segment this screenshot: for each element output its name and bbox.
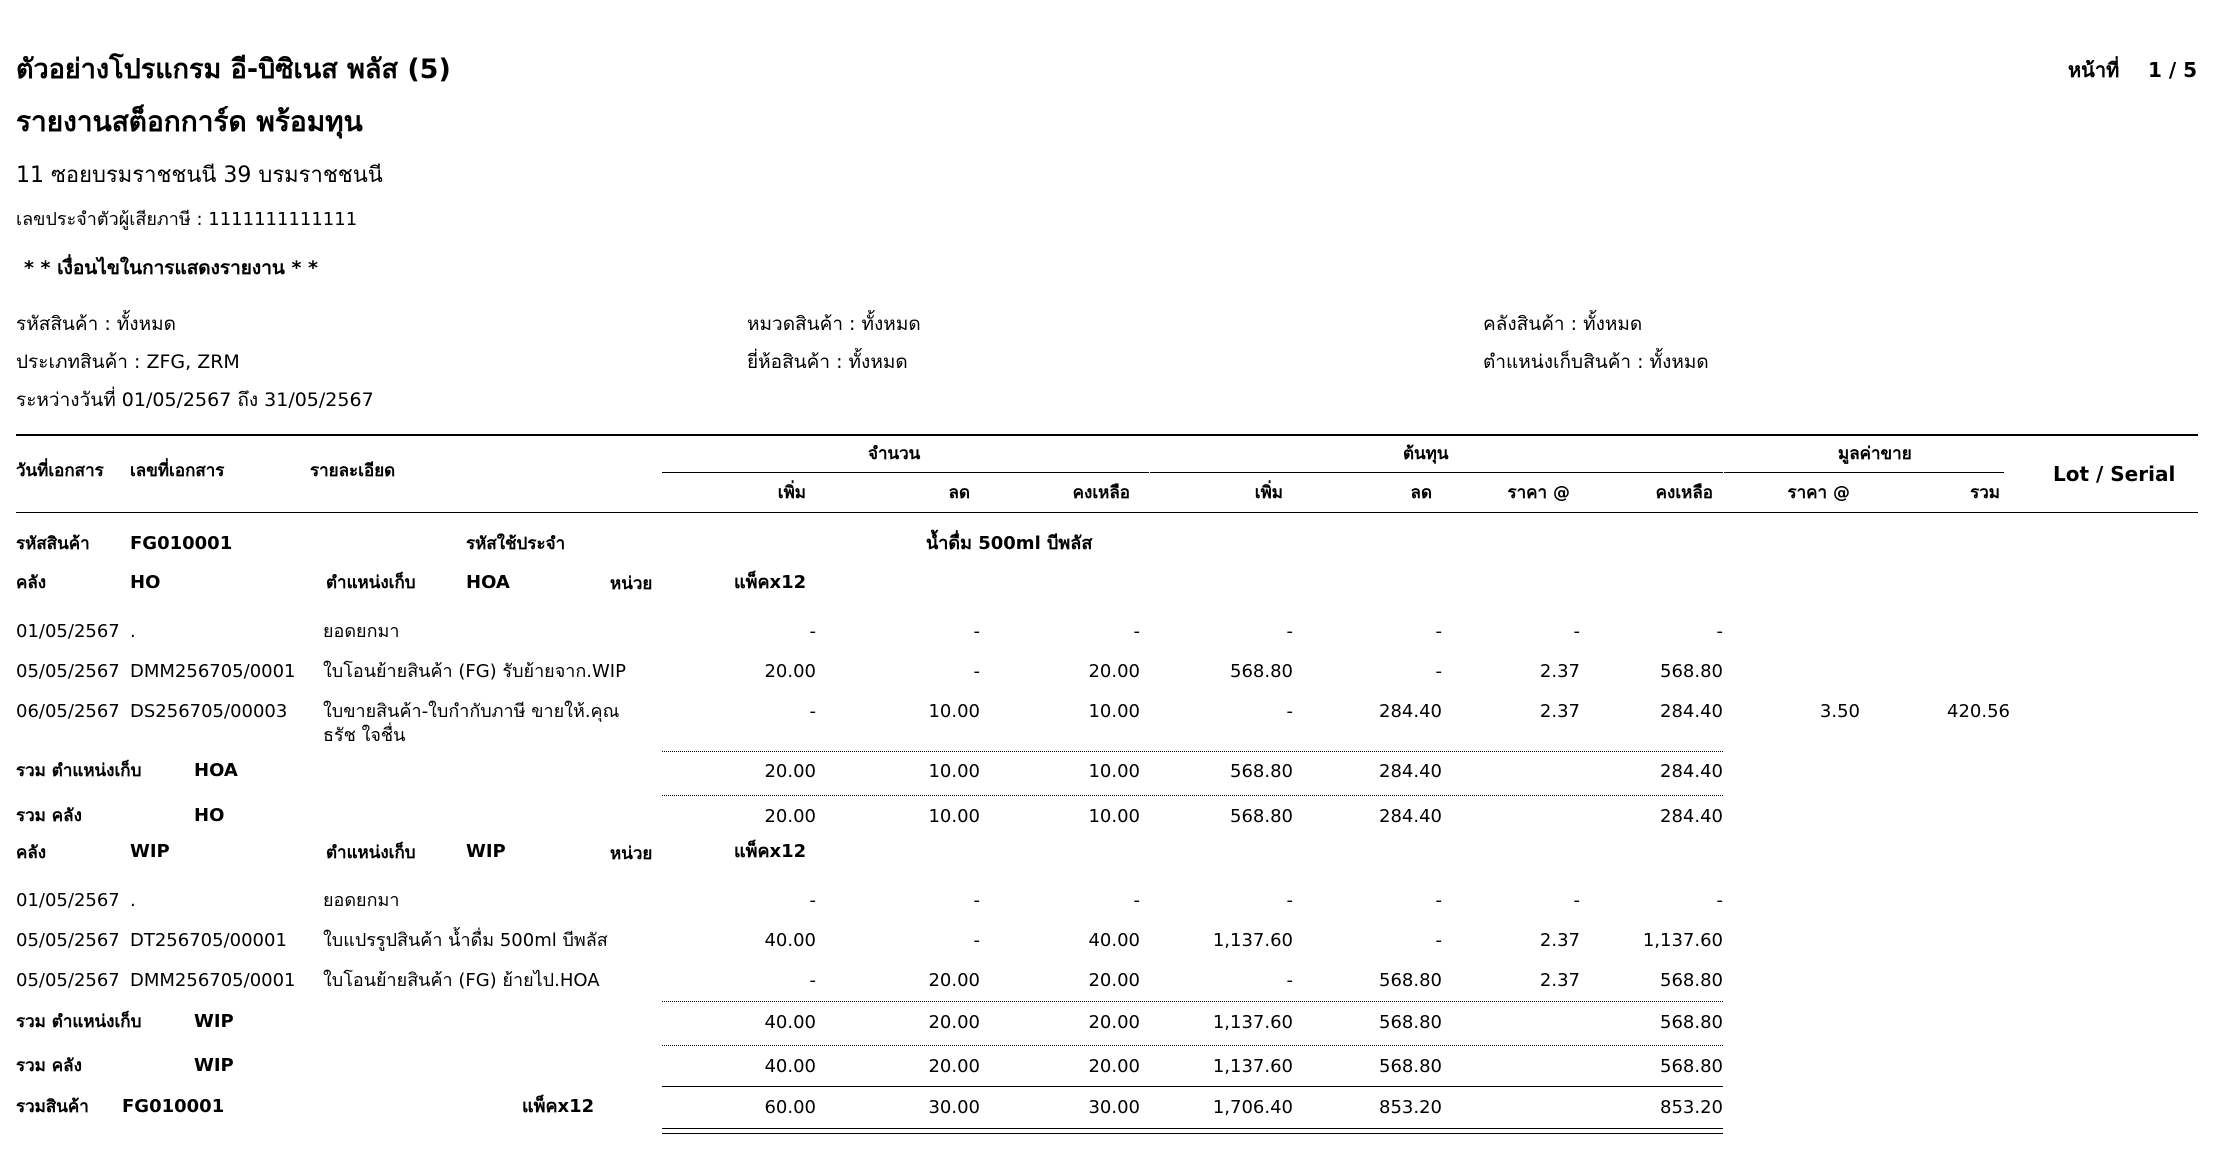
row-cost-price: 2.37 [1539,970,1580,991]
row-doc-no: . [130,890,136,911]
group-loc-code: HOA [466,572,510,593]
loc-total-code: WIP [194,1011,234,1032]
group-unit: แพ็คx12 [734,572,807,593]
row-detail: ใบแปรรูปสินค้า น้ำดื่ม 500ml บีพลัส [323,930,608,951]
company-name: ตัวอย่างโปรแกรม อี-บิซิเนส พลัส (5) [16,54,451,85]
row-cost-in: - [1286,970,1293,991]
loc-total-cost-out: 568.80 [1379,1012,1442,1033]
subtotal-rule [662,751,1723,752]
header-bottom-rule [16,512,2198,513]
company-address: 11 ซอยบรมราชชนนี 39 บรมราชชนนี [16,163,383,188]
row-cost-bal: 568.80 [1660,661,1723,682]
product-total-label: รวมสินค้า [16,1097,89,1117]
group-unit-label: หน่วย [610,574,653,594]
product-total-cost-out: 853.20 [1379,1097,1442,1118]
row-qty-out: - [973,661,980,682]
col-detail: รายละเอียด [310,461,396,481]
group-wh-code: WIP [130,841,170,862]
col-sale-total: รวม [1970,483,2000,503]
loc-total-qty-bal: 20.00 [1088,1012,1140,1033]
row-date: 01/05/2567 [16,890,120,911]
loc-total-label: รวม ตำแหน่งเก็บ [16,761,142,781]
row-qty-bal: 20.00 [1088,970,1140,991]
wh-total-cost-out: 568.80 [1379,1056,1442,1077]
col-cost-out: ลด [1410,483,1432,503]
row-qty-out: - [973,890,980,911]
row-date: 01/05/2567 [16,621,120,642]
row-qty-bal: 40.00 [1088,930,1140,951]
product-total-qty-bal: 30.00 [1088,1097,1140,1118]
group-loc-code: WIP [466,841,506,862]
row-sale-price: 3.50 [1819,701,1860,722]
row-detail-cont: ธรัช ใจชื่น [323,725,406,746]
wh-total-qty-out: 20.00 [928,1056,980,1077]
col-sale-price: ราคา @ [1787,483,1850,503]
wh-total-code: WIP [194,1055,234,1076]
row-cost-bal: 284.40 [1660,701,1723,722]
col-qty-out: ลด [948,483,970,503]
wh-total-cost-bal: 568.80 [1660,1056,1723,1077]
wh-total-cost-in: 1,137.60 [1212,1056,1293,1077]
loc-total-qty-in: 20.00 [764,761,816,782]
row-cost-in: 568.80 [1230,661,1293,682]
row-cost-bal: - [1716,621,1723,642]
row-detail: ใบโอนย้ายสินค้า (FG) รับย้ายจาก.WIP [323,661,626,682]
row-qty-in: - [809,970,816,991]
product-usage-label: รหัสใช้ประจำ [466,534,566,554]
group-wh-code: HO [130,572,161,593]
product-code: FG010001 [130,533,233,554]
row-doc-no: DMM256705/0001 [130,970,296,991]
subtotal-rule [662,795,1723,796]
row-cost-bal: 568.80 [1660,970,1723,991]
sale-group-rule [1724,472,2004,473]
row-qty-out: - [973,621,980,642]
row-cost-in: - [1286,621,1293,642]
product-total-rule [662,1086,1723,1087]
wh-total-label: รวม คลัง [16,806,82,826]
row-doc-no: DS256705/00003 [130,701,288,722]
cond-category: หมวดสินค้า : ทั้งหมด [747,313,921,335]
col-doc-date: วันที่เอกสาร [16,461,104,481]
wh-total-code: HO [194,805,225,826]
row-detail: ยอดยกมา [323,890,400,911]
cost-group-rule [1150,472,1723,473]
double-rule-bottom [662,1133,1723,1134]
col-group-sale: มูลค่าขาย [1838,444,1912,464]
row-qty-in: - [809,701,816,722]
row-doc-no: DMM256705/0001 [130,661,296,682]
row-qty-out: 20.00 [928,970,980,991]
product-code-label: รหัสสินค้า [16,534,90,554]
row-cost-price: 2.37 [1539,930,1580,951]
cond-warehouse: คลังสินค้า : ทั้งหมด [1483,313,1643,335]
row-date: 05/05/2567 [16,661,120,682]
row-detail: ใบโอนย้ายสินค้า (FG) ย้ายไป.HOA [323,970,600,991]
page-number: 1 / 5 [2148,58,2198,82]
col-cost-in: เพิ่ม [1254,483,1283,503]
tax-id: เลขประจำตัวผู้เสียภาษี : 1111111111111 [16,209,358,230]
row-cost-in: - [1286,701,1293,722]
row-date: 05/05/2567 [16,970,120,991]
row-doc-no: DT256705/00001 [130,930,287,951]
cond-product-code: รหัสสินค้า : ทั้งหมด [16,313,176,335]
row-cost-price: 2.37 [1539,661,1580,682]
row-qty-in: - [809,890,816,911]
row-cost-in: - [1286,890,1293,911]
row-qty-bal: 20.00 [1088,661,1140,682]
loc-total-cost-bal: 284.40 [1660,761,1723,782]
group-wh-label: คลัง [16,573,47,593]
wh-total-qty-in: 20.00 [764,806,816,827]
double-rule-top [662,1128,1723,1129]
col-cost-bal: คงเหลือ [1655,483,1713,503]
product-total-code: FG010001 [122,1096,225,1117]
loc-total-cost-bal: 568.80 [1660,1012,1723,1033]
col-qty-in: เพิ่ม [777,483,806,503]
loc-total-qty-out: 10.00 [928,761,980,782]
row-cost-price: - [1573,621,1580,642]
row-qty-bal: - [1133,890,1140,911]
cond-location: ตำแหน่งเก็บสินค้า : ทั้งหมด [1483,351,1709,373]
subtotal-rule [662,1045,1723,1046]
wh-total-qty-bal: 20.00 [1088,1056,1140,1077]
wh-total-cost-out: 284.40 [1379,806,1442,827]
row-doc-no: . [130,621,136,642]
row-qty-out: - [973,930,980,951]
cond-date-range: ระหว่างวันที่ 01/05/2567 ถึง 31/05/2567 [16,389,374,411]
row-sale-total: 420.56 [1947,701,2010,722]
loc-total-qty-bal: 10.00 [1088,761,1140,782]
wh-total-label: รวม คลัง [16,1056,82,1076]
row-qty-in: 40.00 [764,930,816,951]
row-cost-bal: 1,137.60 [1642,930,1723,951]
row-qty-in: 20.00 [764,661,816,682]
row-detail: ใบขายสินค้า-ใบกำกับภาษี ขายให้.คุณ [323,701,620,722]
col-doc-no: เลขที่เอกสาร [130,461,225,481]
row-cost-out: - [1435,661,1442,682]
product-total-qty-out: 30.00 [928,1097,980,1118]
row-cost-price: 2.37 [1539,701,1580,722]
product-total-unit: แพ็คx12 [522,1096,595,1117]
row-cost-out: - [1435,890,1442,911]
row-cost-price: - [1573,890,1580,911]
wh-total-cost-bal: 284.40 [1660,806,1723,827]
row-cost-out: - [1435,930,1442,951]
row-qty-bal: - [1133,621,1140,642]
row-qty-bal: 10.00 [1088,701,1140,722]
product-total-cost-in: 1,706.40 [1212,1097,1293,1118]
group-unit: แพ็คx12 [734,841,807,862]
wh-total-cost-in: 568.80 [1230,806,1293,827]
wh-total-qty-out: 10.00 [928,806,980,827]
row-detail: ยอดยกมา [323,621,400,642]
group-loc-label: ตำแหน่งเก็บ [326,573,416,593]
col-lot-serial: Lot / Serial [2053,462,2176,486]
row-cost-out: 284.40 [1379,701,1442,722]
col-group-qty: จำนวน [868,444,921,464]
subtotal-rule [662,1001,1723,1002]
loc-total-cost-in: 1,137.60 [1212,1012,1293,1033]
wh-total-qty-bal: 10.00 [1088,806,1140,827]
page-label: หน้าที่ [2068,58,2120,82]
col-qty-bal: คงเหลือ [1072,483,1130,503]
col-group-cost: ต้นทุน [1403,444,1449,464]
row-cost-in: 1,137.60 [1212,930,1293,951]
loc-total-label: รวม ตำแหน่งเก็บ [16,1012,142,1032]
cond-brand: ยี่ห้อสินค้า : ทั้งหมด [747,351,908,373]
row-cost-out: - [1435,621,1442,642]
group-loc-label: ตำแหน่งเก็บ [326,843,416,863]
row-qty-in: - [809,621,816,642]
row-qty-out: 10.00 [928,701,980,722]
report-title: รายงานสต็อกการ์ด พร้อมทุน [16,105,363,138]
product-total-cost-bal: 853.20 [1660,1097,1723,1118]
loc-total-cost-in: 568.80 [1230,761,1293,782]
col-cost-price: ราคา @ [1507,483,1570,503]
group-wh-label: คลัง [16,843,47,863]
row-date: 06/05/2567 [16,701,120,722]
loc-total-code: HOA [194,760,238,781]
row-cost-bal: - [1716,890,1723,911]
row-date: 05/05/2567 [16,930,120,951]
cond-product-type: ประเภทสินค้า : ZFG, ZRM [16,351,240,373]
loc-total-qty-out: 20.00 [928,1012,980,1033]
group-unit-label: หน่วย [610,844,653,864]
loc-total-qty-in: 40.00 [764,1012,816,1033]
product-total-qty-in: 60.00 [764,1097,816,1118]
table-top-rule [16,434,2198,436]
loc-total-cost-out: 284.40 [1379,761,1442,782]
row-cost-out: 568.80 [1379,970,1442,991]
wh-total-qty-in: 40.00 [764,1056,816,1077]
product-name: น้ำดื่ม 500ml บีพลัส [926,533,1093,554]
conditions-title: * * เงื่อนไขในการแสดงรายงาน * * [24,257,318,279]
qty-group-rule [662,472,1149,473]
